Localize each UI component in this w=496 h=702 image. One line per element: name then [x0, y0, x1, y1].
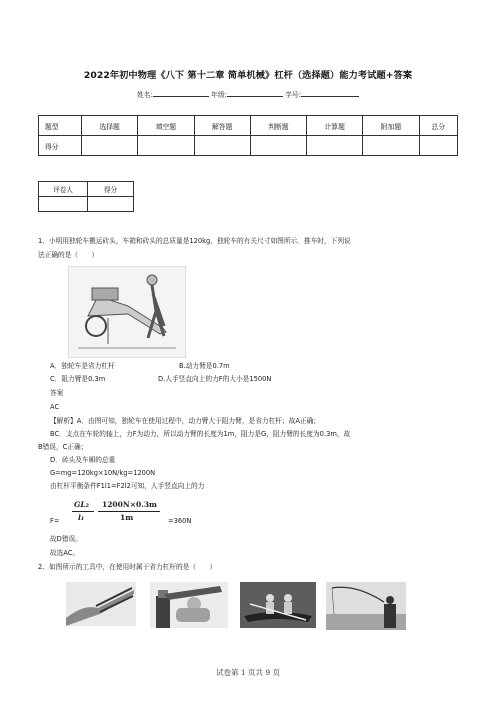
reviewer-header: 得分 — [88, 182, 134, 197]
page-title: 2022年初中物理《八下 第十二章 简单机械》杠杆（选择题）能力考试题+答案 — [83, 70, 413, 81]
analysis-line: 【解析】A．由图可知，独轮车在使用过程中，动力臂大于阻力臂，是省力杠杆；故A正确； — [50, 417, 320, 425]
option-c: C．阻力臂是0.3m — [50, 375, 106, 383]
question-2 — [38, 561, 463, 575]
question-1-stem-cont: 法正确的是（ ） — [38, 251, 99, 259]
score-cell[interactable] — [82, 136, 138, 156]
score-table — [38, 115, 458, 156]
id-blank[interactable] — [301, 89, 359, 97]
analysis-line: B错误，C正确； — [38, 443, 88, 451]
score-row-label: 得分 — [39, 136, 82, 156]
formula-denominator-left: l₁ — [78, 513, 85, 522]
score-header: 判断题 — [250, 116, 306, 136]
score-cell[interactable] — [194, 136, 250, 156]
tool-image-bottle-opener — [150, 582, 228, 628]
student-info — [0, 89, 496, 99]
answer-label: 答案 — [50, 389, 64, 397]
formula — [50, 498, 210, 528]
formula-denominator-right: 1m — [120, 513, 134, 522]
analysis-line: 由杠杆平衡条件F1l1=F2l2可知，人手竖直向上的力 — [50, 482, 205, 490]
tool-image-rowing — [240, 582, 316, 628]
reviewer-cell[interactable] — [88, 197, 134, 212]
formula-numerator-right: 1200N×0.3m — [102, 500, 157, 509]
question-2-stem: 2、如图所示的工具中，在使用时属于省力杠杆的是（ ） — [38, 563, 217, 571]
reviewer-header: 评卷人 — [39, 182, 88, 197]
formula-f: F= — [50, 517, 60, 525]
reviewer-table — [38, 181, 134, 212]
score-header: 附加题 — [363, 116, 419, 136]
analysis-line: D．砖头及车厢的总重 — [50, 456, 116, 464]
score-header: 填空题 — [138, 116, 194, 136]
conclusion-line: 故D错误。 — [50, 535, 82, 543]
wheelbarrow-figure — [68, 266, 186, 358]
score-header: 总分 — [419, 116, 457, 136]
score-cell[interactable] — [307, 136, 363, 156]
conclusion-line: 故选AC。 — [50, 549, 80, 557]
formula-numerator-left: GL₂ — [74, 500, 89, 509]
answer-value: AC — [50, 403, 60, 411]
option-d: D.人手竖直向上的力F的大小是1500N — [158, 375, 272, 383]
score-header-row — [39, 116, 458, 136]
score-header: 题型 — [39, 116, 82, 136]
id-label: 学号: — [285, 91, 301, 99]
page-footer: 试卷第 1 页共 9 页 — [215, 668, 281, 677]
question-1-stem: 1、小明用独轮车搬运砖头，车箱和砖头的总质量是120kg，独轮车的有关尺寸如图所示．推车时，下列说 — [38, 237, 351, 245]
analysis-line: G=mg=120kg×10N/kg=1200N — [50, 469, 156, 477]
grade-blank[interactable] — [227, 89, 283, 97]
score-cell[interactable] — [363, 136, 419, 156]
name-label: 姓名: — [136, 91, 153, 99]
analysis-line: BC．支点在车轮的轴上，力F为动力，所以动力臂的长度为1m，阻力是G，阻力臂的长度为0.3m，故 — [50, 430, 351, 438]
score-cell[interactable] — [419, 136, 457, 156]
reviewer-header-row — [39, 182, 134, 197]
reviewer-value-row — [39, 197, 134, 212]
option-b: B.动力臂是0.7m — [179, 362, 230, 370]
grade-label: 年级: — [211, 91, 227, 99]
reviewer-cell[interactable] — [39, 197, 88, 212]
score-value-row — [39, 136, 458, 156]
score-cell[interactable] — [250, 136, 306, 156]
score-cell[interactable] — [138, 136, 194, 156]
name-blank[interactable] — [153, 89, 209, 97]
score-header: 选择题 — [82, 116, 138, 136]
formula-result: =360N — [168, 517, 192, 525]
question-1 — [38, 235, 463, 575]
tool-image-fishing — [326, 582, 406, 630]
score-header: 计算题 — [307, 116, 363, 136]
tool-image-tweezers — [66, 582, 136, 626]
option-a: A．独轮车是省力杠杆 — [50, 362, 115, 370]
score-header: 解答题 — [194, 116, 250, 136]
